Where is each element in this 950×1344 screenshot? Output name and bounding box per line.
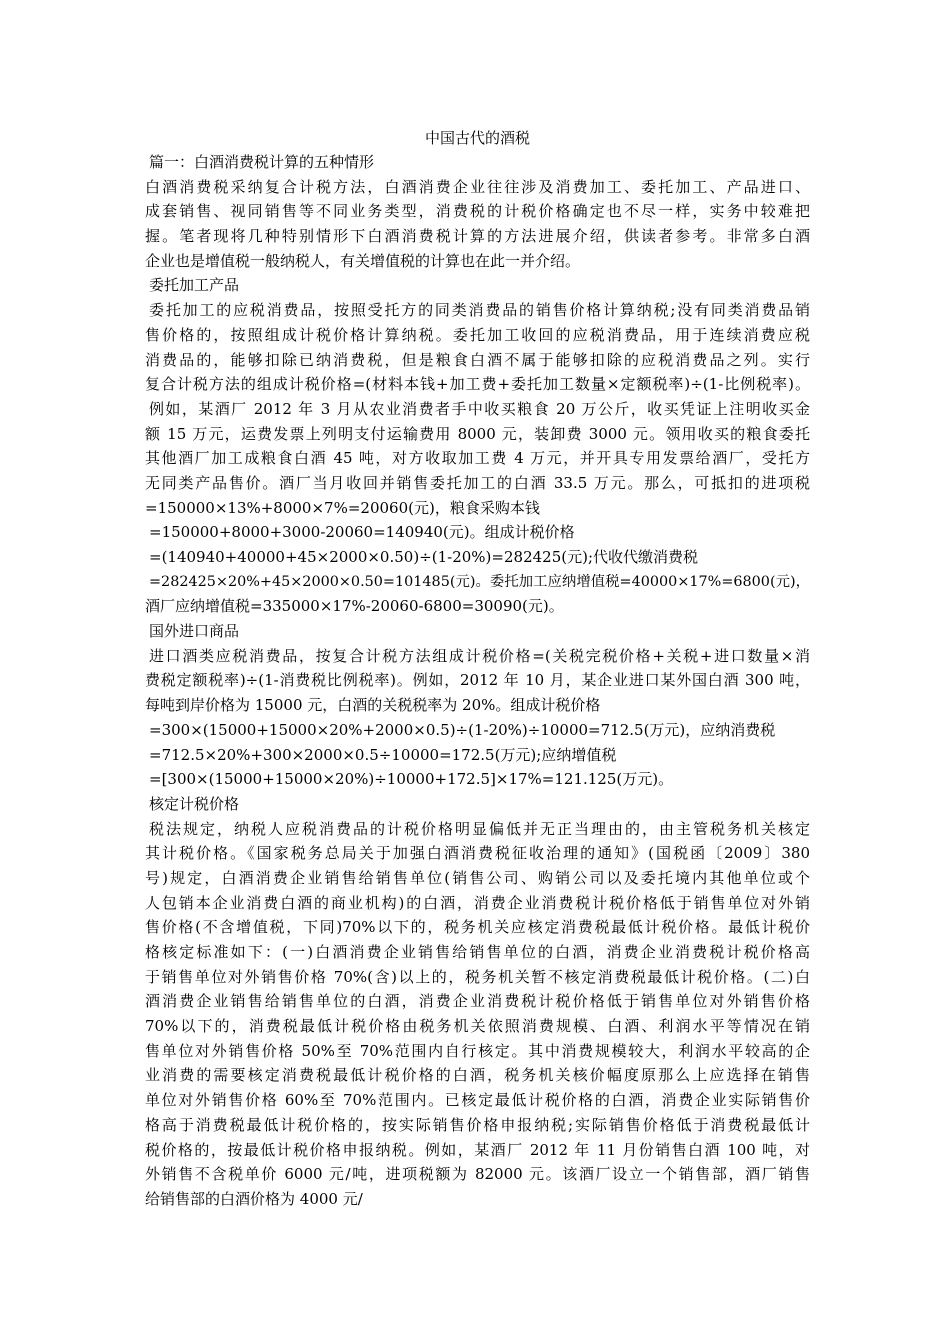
text-line: =(140940+40000+45×2000×0.50)÷(1-20%)=282425(元);代收代缴消费税 [149,548,698,566]
text-line: 无同类产品售价。酒厂当月收回并销售委托加工的白酒 33.5 万元。那么，可抵扣的进项税 [145,473,810,492]
text-line: =300×(15000+15000×20%+2000×0.5)÷(1-20%)÷10000=712.5(万元)，应纳消费税 [149,720,776,739]
text-line: 外销售不含税单价 6000 元/吨，进项税额为 82000 元。该酒厂设立一个销售部，酒厂销售 [145,1165,810,1184]
document-page [145,126,810,1212]
text-line: 售价格(不含增值税，下同)70%以下的，税务机关应核定消费税最低计税价格。最低计税价 [145,918,810,937]
text-line: 给销售部的白酒价格为 4000 元/ [145,1189,363,1208]
text-line: 复合计税方法的组成计税价格=(材料本钱+加工费+委托加工数量×定额税率)÷(1-比例税率)。 [145,375,810,394]
text-line: 额 15 万元，运费发票上列明支付运输费用 8000 元，装卸费 3000 元。领用收买的粮食委托 [145,424,810,443]
text-line: 每吨到岸价格为 15000 元，白酒的关税税率为 20%。组成计税价格 [145,696,601,715]
text-line: 人包销本企业消费白酒的商业机构)的白酒，消费企业消费税计税价格低于销售单位对外销 [145,893,810,912]
text-line: 握。笔者现将几种特别情形下白酒消费税计算的方法进展介绍，供读者参考。非常多白酒 [145,227,810,246]
text-line: 税价格的，按最低计税价格申报纳税。例如，某酒厂 2012 年 11 月份销售白酒 100 吨，对 [145,1140,810,1159]
text-line: 成套销售、视同销售等不同业务类型，消费税的计税价格确定也不尽一样，实务中较难把 [145,202,810,221]
text-line: 于销售单位对外销售价格 70%(含)以上的，税务机关暂不核定消费税最低计税价格。(二)白 [145,967,810,986]
text-line: 其他酒厂加工成粮食白酒 45 吨，对方收取加工费 4 万元，并开具专用发票给酒厂，受托方 [145,449,810,468]
document-title: 中国古代的酒税 [424,129,530,147]
text-line: 号)规定，白酒消费企业销售给销售单位(销售公司、购销公司以及委托境内其他单位或个 [145,868,810,887]
text-line: 进口酒类应税消费品，按复合计税方法组成计税价格=(关税完税价格+关税+进口数量×消 [149,646,810,665]
text-line: 业消费的需要核定消费税最低计税价格的白酒，税务机关核价幅度原那么上应选择在销售 [145,1066,810,1085]
text-line: 售价格的，按照组成计税价格计算纳税。委托加工收回的应税消费品，用于连续消费应税 [145,325,810,344]
text-line: 消费品的，能够扣除已纳消费税，但是粮食白酒不属于能够扣除的应税消费品之列。实行 [145,350,810,369]
text-line: 国外进口商品 [149,622,240,641]
text-line: 白酒消费税采纳复合计税方法，白酒消费企业往往涉及消费加工、委托加工、产品进口、 [145,177,810,196]
text-line: =712.5×20%+300×2000×0.5÷10000=172.5(万元);应纳增值税 [149,745,617,764]
text-line: =[300×(15000+15000×20%)÷10000+172.5]×17%=121.125(万元)。 [149,770,674,789]
text-line: 70%以下的，消费税最低计税价格由税务机关依照消费规模、白酒、利润水平等情况在销 [145,1017,810,1036]
text-line: 篇一：白酒消费税计算的五种情形 [149,153,375,171]
text-line: 委托加工产品 [149,276,240,295]
text-line: 格高于消费税最低计税价格的，按实际销售价格申报纳税;实际销售价格低于消费税最低计 [145,1115,810,1134]
text-line: 企业也是增值税一般纳税人，有关增值税的计算也在此一并介绍。 [145,251,581,270]
text-line: 例如，某酒厂 2012 年 3 月从农业消费者手中收买粮食 20 万公斤，收买凭证上注明收买金 [149,399,810,418]
text-line: 其计税价格。《国家税务总局关于加强白酒消费税征收治理的通知》(国税函〔2009〕380 [145,844,810,863]
text-line: 酒厂应纳增值税=335000×17%-20060-6800=30090(元)。 [145,597,564,616]
text-line: 格核定标准如下：(一)白酒消费企业销售给销售单位的白酒，消费企业消费税计税价格高 [145,943,810,961]
text-line: =150000+8000+3000-20060=140940(元)。组成计税价格 [149,523,575,542]
text-line: 售单位对外销售价格 50%至 70%范围内自行核定。其中消费规模较大，利润水平较高的企 [145,1041,810,1060]
text-line: 委托加工的应税消费品，按照受托方的同类消费品的销售价格计算纳税;没有同类消费品销 [149,301,810,320]
text-line: 单位对外销售价格 60%至 70%范围内。已核定最低计税价格的白酒，消费企业实际销售价 [145,1091,810,1110]
document-body [145,150,810,1212]
text-line: 税法规定，纳税人应税消费品的计税价格明显偏低并无正当理由的，由主管税务机关核定 [149,819,810,838]
text-line: 酒消费企业销售给销售单位的白酒，消费企业消费税计税价格低于销售单位对外销售价格 [145,992,810,1011]
text-line: =282425×20%+45×2000×0.50=101485(元)。委托加工应纳增值税=40000×17%=6800(元)， [149,573,810,590]
text-line: =150000×13%+8000×7%=20060(元)，粮食采购本钱 [145,498,540,517]
text-line: 核定计税价格 [149,794,240,813]
text-line: 费税定额税率)÷(1-消费税比例税率)。例如，2012 年 10 月，某企业进口某外国白酒 300 吨， [145,671,810,690]
